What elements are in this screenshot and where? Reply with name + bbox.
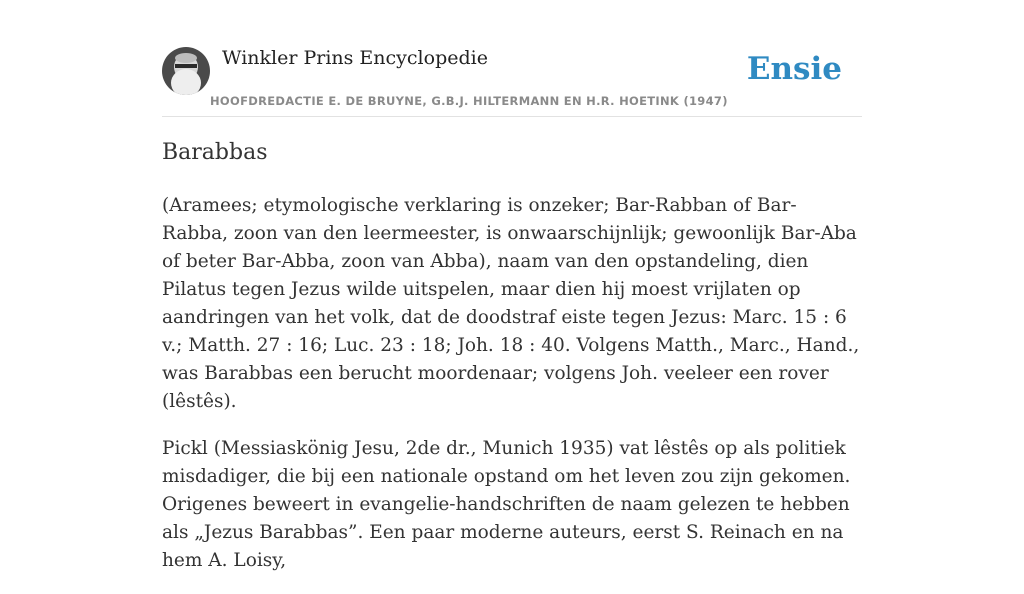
editors-line: HOOFDREDACTIE E. DE BRUYNE, G.B.J. HILTERMANN EN H.R. HOETINK (1947)	[210, 94, 728, 108]
source-title[interactable]: Winkler Prins Encyclopedie	[222, 47, 488, 69]
article-paragraph: (Aramees; etymologische verklaring is onzeker; Bar-Rabban of Bar-Rabba, zoon van den leermeester, is onwaarschijnlijk; gewoonlijk Bar-Aba of beter Bar-Abba, zoon van Abba), naam van den opstandeling, dien Pilatus tegen Jezus wilde uitspelen, maar dien hij moest vrijlaten op aandringen van het volk, dat de doodstraf eiste tegen Jezus: Marc. 15 : 6 v.; Matth. 27 : 16; Luc. 23 : 18; Joh. 18 : 40. Volgens Matth., Marc., Hand., was Barabbas een berucht moordenaar; volgens Joh. veeleer een rover (lêstês).	[162, 195, 860, 412]
article-body	[162, 192, 862, 594]
ensie-logo[interactable]: Ensie	[746, 51, 842, 87]
article-paragraph: Pickl (Messiaskönig Jesu, 2de dr., Munich 1935) vat lêstês op als politiek misdadiger, die bij een nationale opstand om het leven zou zijn gekomen. Origenes beweert in evangelie-handschriften de naam gelezen te hebben als „Jezus Barabbas”. Een paar moderne auteurs, eerst S. Reinach en na hem A. Loisy,	[162, 438, 851, 571]
article-title: Barabbas	[162, 140, 268, 165]
site-header	[162, 38, 862, 117]
author-portrait	[162, 47, 210, 95]
